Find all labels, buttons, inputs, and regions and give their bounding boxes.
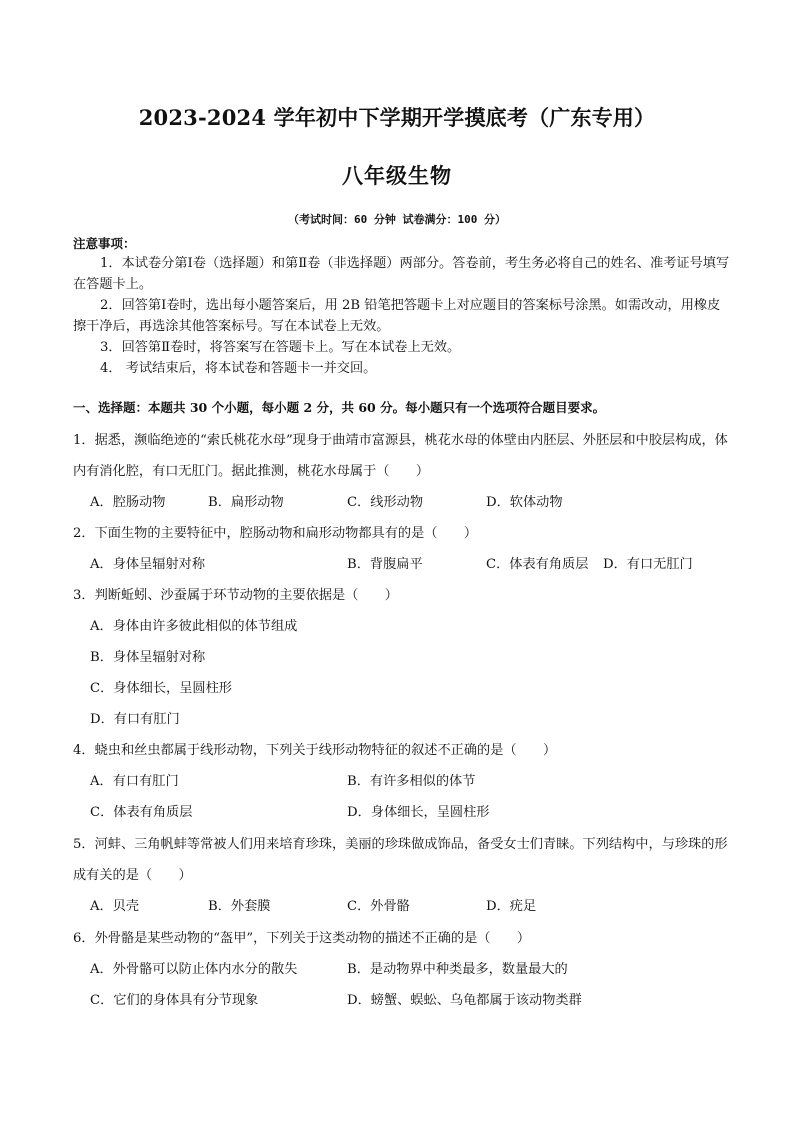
- options-row: [73, 704, 733, 735]
- option-a: A．身体呈辐射对称: [90, 557, 206, 572]
- option-c: C．体表有角质层: [486, 557, 589, 572]
- options-row: [73, 797, 733, 828]
- question-1: [73, 425, 733, 518]
- question-6: [73, 923, 733, 1016]
- option-c: C．体表有角质层: [90, 805, 193, 820]
- options-row: [73, 642, 733, 673]
- question-stem: 1．据悉，濒临绝迹的“索氏桃花水母”现身于曲靖市富源县，桃花水母的体壁由内胚层、外胚层和中胶层构成，体内有消化腔，有口无肛门。据此推测，桃花水母属于（ ）: [73, 433, 728, 479]
- option-c: C．线形动物: [347, 495, 424, 510]
- options-row: [73, 954, 733, 985]
- options-row: [73, 891, 733, 922]
- notice-item: 4． 考试结束后，将本试卷和答题卡一并交回。: [100, 361, 377, 376]
- option-a: A．身体由许多彼此相似的体节组成: [90, 619, 298, 634]
- options-row: [73, 766, 733, 797]
- option-a: A．外骨骼可以防止体内水分的散失: [90, 962, 298, 977]
- option-c: C．身体细长，呈圆柱形: [90, 681, 232, 696]
- option-d: D．身体细长，呈圆柱形: [347, 805, 490, 820]
- option-c: C．它们的身体具有分节现象: [90, 993, 259, 1008]
- exam-info: （考试时间：60 分钟 试卷满分：100 分）: [288, 213, 506, 226]
- option-b: B．扁形动物: [208, 495, 284, 510]
- option-a: A．贝壳: [90, 899, 140, 914]
- notice-item: 1．本试卷分第Ⅰ卷（选择题）和第Ⅱ卷（非选择题）两部分。答卷前，考生务必将自己的姓名、准考证号填写在答题卡上。: [73, 256, 730, 292]
- subject-title: 八年级生物: [342, 163, 452, 188]
- option-d: D．有口无肛门: [603, 557, 693, 572]
- option-d: D．螃蟹、蜈蚣、乌龟都属于该动物类群: [347, 993, 582, 1008]
- question-4: [73, 735, 733, 828]
- option-a: A．腔肠动物: [90, 495, 166, 510]
- option-b: B．有许多相似的体节: [347, 774, 476, 789]
- notice-list: [73, 253, 733, 379]
- question-stem: 3．判断蚯蚓、沙蚕属于环节动物的主要依据是（ ）: [73, 588, 398, 603]
- question-stem: 5．河蚌、三角帆蚌等常被人们用来培育珍珠，美丽的珍珠做成饰品，备受女士们青睐。下列结构中，与珍珠的形成有关的是（ ）: [73, 837, 728, 883]
- option-b: B．身体呈辐射对称: [90, 650, 206, 665]
- options-row: [73, 549, 733, 580]
- option-d: D．有口有肛门: [90, 712, 180, 727]
- option-b: B．外套膜: [208, 899, 271, 914]
- option-b: B．是动物界中种类最多，数量最大的: [347, 962, 568, 977]
- options-row: [73, 611, 733, 642]
- question-stem: 4．蛲虫和丝虫都属于线形动物，下列关于线形动物特征的叙述不正确的是（ ）: [73, 743, 557, 758]
- option-d: D．疣足: [486, 899, 537, 914]
- notice-label: 注意事项：: [73, 236, 136, 251]
- notice-item: 3．回答第Ⅱ卷时，将答案写在答题卡上。写在本试卷上无效。: [100, 340, 461, 355]
- option-c: C．外骨骼: [347, 899, 410, 914]
- option-b: B．背腹扁平: [347, 557, 423, 572]
- options-row: [73, 985, 733, 1016]
- question-stem: 6．外骨骼是某些动物的“盔甲”，下列关于这类动物的描述不正确的是（ ）: [73, 931, 531, 946]
- question-stem: 2．下面生物的主要特征中，腔肠动物和扁形动物都具有的是（ ）: [73, 526, 478, 541]
- page-title: 2023-2024 学年初中下学期开学摸底考（广东专用）: [138, 105, 656, 130]
- question-5: [73, 829, 733, 922]
- option-d: D．软体动物: [486, 495, 563, 510]
- question-2: [73, 518, 733, 580]
- notice-item: 2．回答第Ⅰ卷时，选出每小题答案后，用 2B 铅笔把答题卡上对应题目的答案标号涂黑。如需改动，用橡皮擦干净后，再选涂其他答案标号。写在本试卷上无效。: [73, 298, 721, 334]
- options-row: [73, 487, 733, 518]
- option-a: A．有口有肛门: [90, 774, 179, 789]
- question-3: [73, 580, 733, 735]
- options-row: [73, 673, 733, 704]
- section-heading: 一、选择题：本题共 30 个小题，每小题 2 分，共 60 分。每小题只有一个选项符合题目要求。: [73, 400, 606, 415]
